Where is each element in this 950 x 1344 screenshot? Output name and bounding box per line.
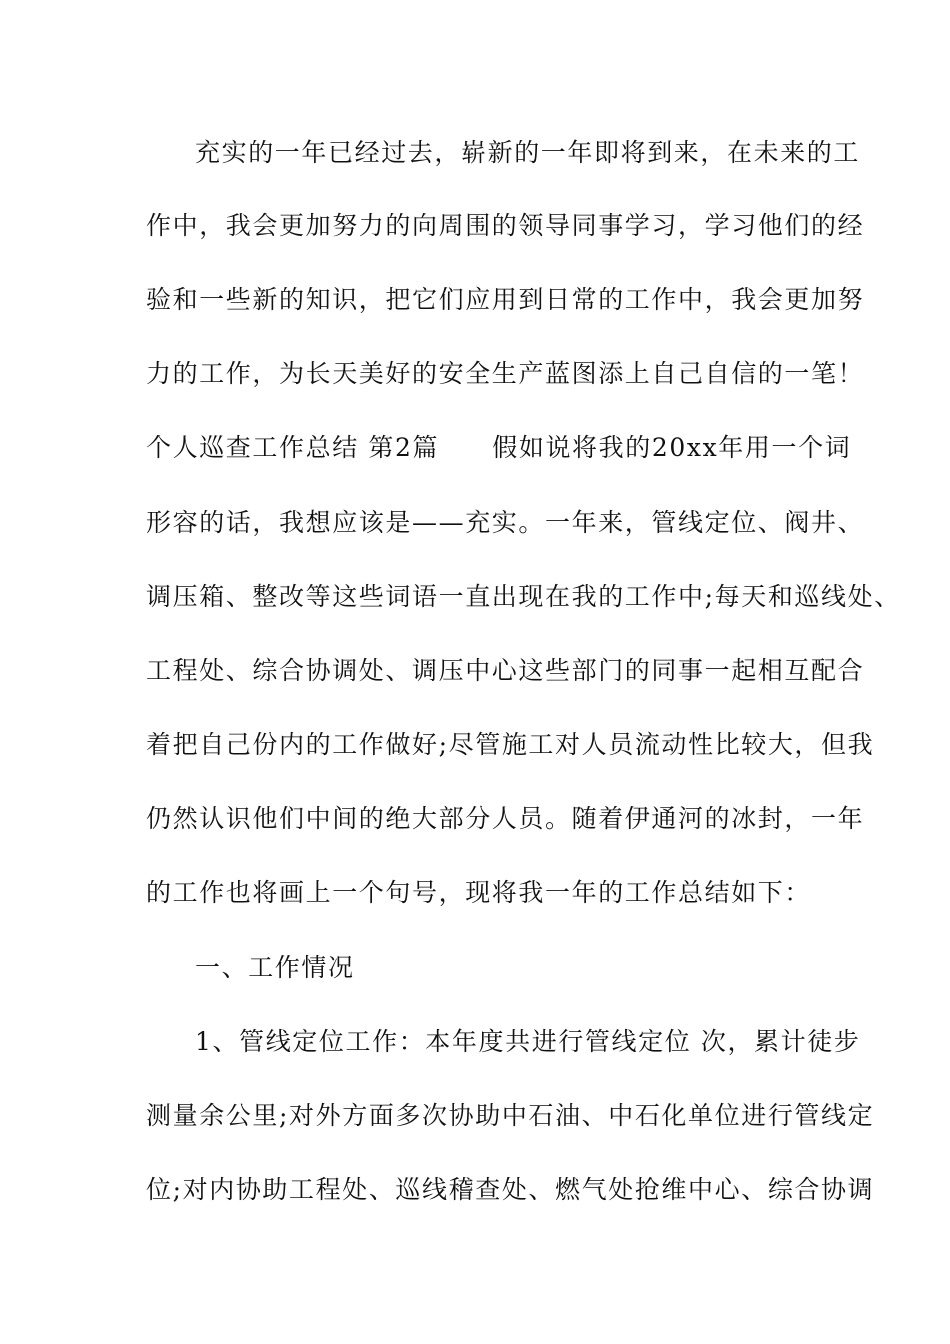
text-line: 充实的一年已经过去，崭新的一年即将到来，在未来的工	[195, 138, 861, 167]
text-line: 力的工作，为长天美好的安全生产蓝图添上自己自信的一笔！	[146, 359, 865, 388]
text-line: 调压箱、整改等这些词语一直出现在我的工作中;每天和巡线处、	[146, 582, 901, 611]
heading-work-situation: 一、工作情况	[195, 953, 355, 982]
text-line: 1、管线定位工作：本年度共进行管线定位 次，累计徒步	[195, 1027, 861, 1056]
text-line: 着把自己份内的工作做好;尽管施工对人员流动性比较大，但我	[146, 730, 875, 759]
text-line: 形容的话，我想应该是——充实。一年来，管线定位、阀井、	[146, 508, 865, 537]
text-line: 仍然认识他们中间的绝大部分人员。随着伊通河的冰封，一年	[146, 804, 865, 833]
text-line: 工程处、综合协调处、调压中心这些部门的同事一起相互配合	[146, 656, 865, 685]
text-line: 验和一些新的知识，把它们应用到日常的工作中，我会更加努	[146, 285, 865, 314]
text-line: 位;对内协助工程处、巡线稽查处、燃气处抢维中心、综合协调	[146, 1175, 875, 1204]
text-line: 的工作也将画上一个句号，现将我一年的工作总结如下：	[146, 878, 812, 907]
section-title-line: 个人巡查工作总结 第2篇 假如说将我的20xx年用一个词	[146, 433, 852, 462]
text-line: 测量余公里;对外方面多次协助中石油、中石化单位进行管线定	[146, 1101, 875, 1130]
text-line: 作中，我会更加努力的向周围的领导同事学习，学习他们的经	[146, 211, 865, 240]
